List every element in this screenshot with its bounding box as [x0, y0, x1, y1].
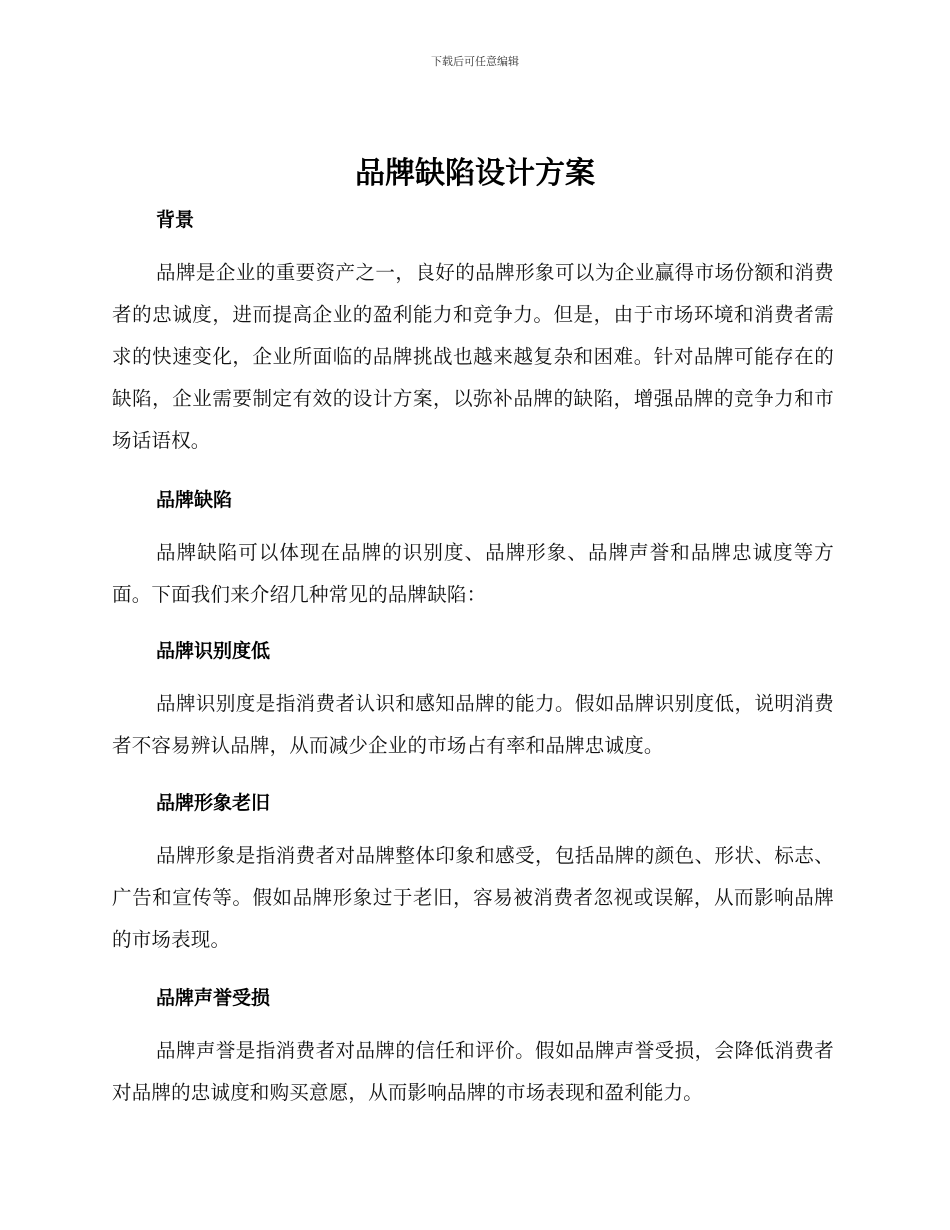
section-background — [112, 207, 834, 233]
section-background-body — [112, 252, 834, 462]
section-brand-defects — [112, 487, 834, 513]
section-heading: 背景 — [156, 209, 195, 231]
section-outdated-image — [112, 790, 834, 816]
section-paragraph: 品牌是企业的重要资产之一，良好的品牌形象可以为企业赢得市场份额和消费者的忠诚度，进而提高企业的盈利能力和竞争力。但是，由于市场环境和消费者需求的快速变化，企业所面临的品牌挑战也越来越复杂和困难。针对品牌可能存在的缺陷，企业需要制定有效的设计方案，以弥补品牌的缺陷，增强品牌的竞争力和市场话语权。 — [112, 261, 834, 452]
section-low-recognition-body — [112, 683, 834, 767]
section-low-recognition — [112, 638, 834, 664]
section-paragraph: 品牌缺陷可以体现在品牌的识别度、品牌形象、品牌声誉和品牌忠诚度等方面。下面我们来介绍几种常见的品牌缺陷： — [112, 541, 834, 606]
section-outdated-image-body — [112, 835, 834, 961]
header-note: 下载后可任意编辑 — [431, 55, 519, 68]
document-title: 品牌缺陷设计方案 — [355, 156, 595, 191]
section-paragraph: 品牌形象是指消费者对品牌整体印象和感受，包括品牌的颜色、形状、标志、广告和宣传等。假如品牌形象过于老旧，容易被消费者忽视或误解，从而影响品牌的市场表现。 — [112, 844, 834, 951]
section-brand-defects-body — [112, 532, 834, 616]
section-heading: 品牌识别度低 — [156, 640, 271, 662]
section-paragraph: 品牌识别度是指消费者认识和感知品牌的能力。假如品牌识别度低，说明消费者不容易辨认品牌，从而减少企业的市场占有率和品牌忠诚度。 — [112, 692, 834, 757]
section-heading: 品牌缺陷 — [156, 489, 233, 511]
section-damaged-reputation-body — [112, 1030, 834, 1114]
section-heading: 品牌形象老旧 — [156, 792, 271, 814]
section-heading: 品牌声誉受损 — [156, 987, 271, 1009]
section-paragraph: 品牌声誉是指消费者对品牌的信任和评价。假如品牌声誉受损，会降低消费者对品牌的忠诚度和购买意愿，从而影响品牌的市场表现和盈利能力。 — [112, 1039, 834, 1104]
section-damaged-reputation — [112, 985, 834, 1011]
